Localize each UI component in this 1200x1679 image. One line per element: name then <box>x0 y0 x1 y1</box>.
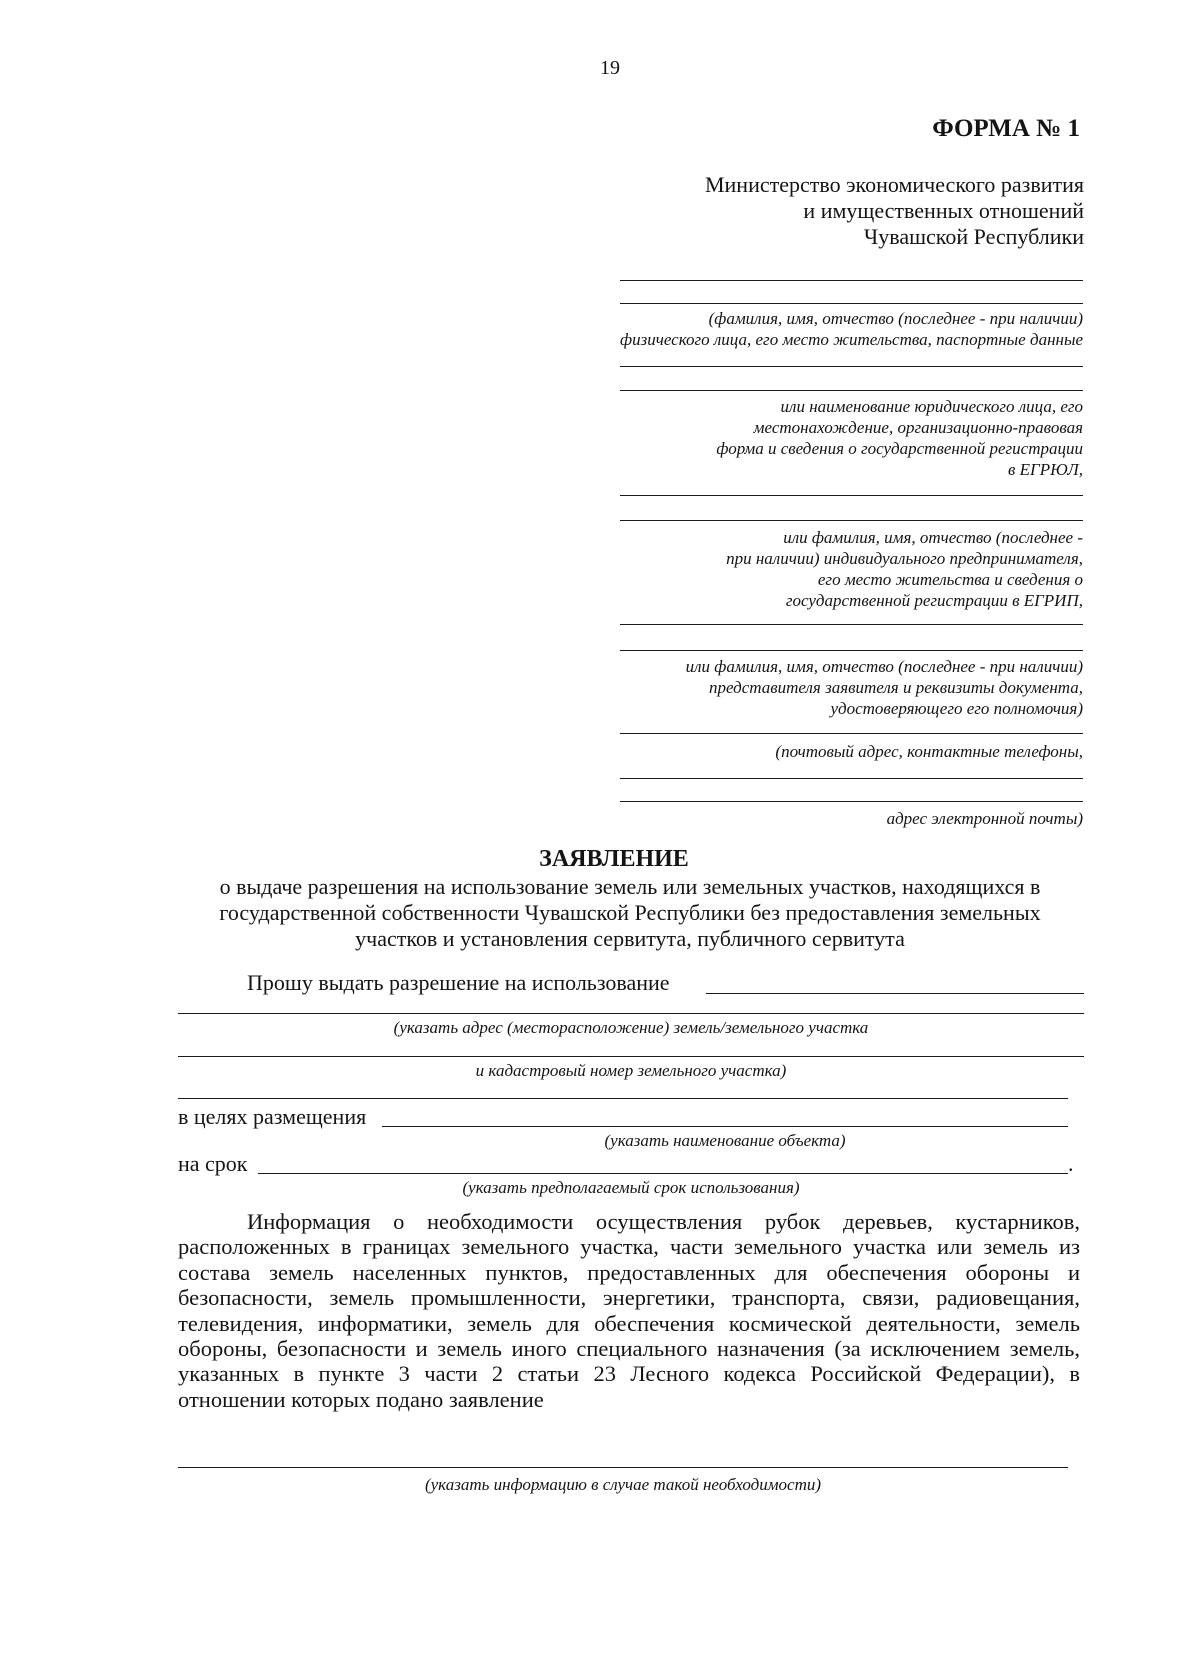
caption-line: физического лица, его место жительства, паспортные данные <box>620 330 1083 349</box>
fill-line[interactable] <box>178 1098 1068 1099</box>
caption-line: представителя заявителя и реквизиты документа, <box>708 678 1083 697</box>
term-caption: (указать предполагаемый срок использования) <box>462 1178 800 1197</box>
term-end-mark: . <box>1068 1151 1074 1176</box>
individual-caption <box>620 308 1083 350</box>
addressee-line: и имущественных отношений <box>803 198 1084 223</box>
fill-line[interactable] <box>620 733 1083 734</box>
purpose-field[interactable] <box>382 1126 1068 1127</box>
purpose-caption: (указать наименование объекта) <box>604 1131 846 1150</box>
addressee-block <box>705 172 1084 250</box>
caption-line: или наименование юридического лица, его <box>780 397 1083 416</box>
term-label: на срок <box>178 1151 248 1176</box>
fill-line[interactable] <box>620 520 1083 521</box>
fill-line[interactable] <box>620 624 1083 625</box>
fill-line[interactable] <box>620 366 1083 367</box>
info-field[interactable] <box>178 1467 1068 1468</box>
addressee-line: Чувашской Республики <box>863 224 1084 249</box>
caption-line: (фамилия, имя, отчество (последнее - при наличии) <box>708 309 1083 328</box>
cadastral-field[interactable] <box>178 1056 1084 1057</box>
addressee-line: Министерство экономического развития <box>704 172 1084 197</box>
caption-line: в ЕГРЮЛ, <box>1008 460 1083 479</box>
caption-line: государственной регистрации в ЕГРИП, <box>785 591 1083 610</box>
info-caption: (указать информацию в случае такой необходимости) <box>424 1475 822 1494</box>
fill-line[interactable] <box>620 280 1083 281</box>
fill-line[interactable] <box>620 303 1083 304</box>
email-caption: адрес электронной почты) <box>886 809 1083 828</box>
representative-caption <box>686 656 1083 719</box>
entrepreneur-caption <box>726 527 1083 611</box>
fill-line[interactable] <box>178 1013 1084 1014</box>
fill-line[interactable] <box>620 495 1083 496</box>
caption-line: или фамилия, имя, отчество (последнее - <box>783 528 1083 547</box>
fill-line[interactable] <box>620 801 1083 802</box>
form-label: ФОРМА № 1 <box>932 115 1080 142</box>
document-subtitle: о выдаче разрешения на использование земель или земельных участков, находящихся в государственной собственности Чувашской Республики без предоставления земельных участков и установления сервитута, публичного сервитута <box>219 874 1041 951</box>
caption-line: его место жительства и сведения о <box>817 570 1083 589</box>
document-title: ЗАЯВЛЕНИЕ <box>539 846 689 872</box>
legal-entity-caption <box>716 396 1083 480</box>
caption-line: местонахождение, организационно-правовая <box>753 418 1083 437</box>
term-field[interactable] <box>258 1173 1068 1174</box>
caption-line: форма и сведения о государственной регистрации <box>716 439 1083 458</box>
fill-line[interactable] <box>620 778 1083 779</box>
postal-caption: (почтовый адрес, контактные телефоны, <box>775 742 1083 761</box>
info-paragraph: Информация о необходимости осуществления рубок деревьев, кустарников, расположенных в границах земельного участка, части земельного участка или земель из состава земель населенных пунктов, предоставленных для обеспечения обороны и безопасности, земель промышленности, энергетики, транспорта, связи, радиовещания, телевидения, информатики, земель для обеспечения космической деятельности, земель обороны, безопасности и земель иного специального назначения (за исключением земель, указанных в пункте 3 части 2 статьи 23 Лесного кодекса Российской Федерации), в отношении которых подано заявление <box>178 1209 1080 1412</box>
caption-line: или фамилия, имя, отчество (последнее - при наличии) <box>685 657 1083 676</box>
address-caption: (указать адрес (месторасположение) земель/земельного участка <box>393 1018 869 1037</box>
fill-line[interactable] <box>620 650 1083 651</box>
caption-line: удостоверяющего его полномочия) <box>830 699 1083 718</box>
purpose-label: в целях размещения <box>178 1104 367 1129</box>
request-intro: Прошу выдать разрешение на использование <box>247 970 670 995</box>
page-number: 19 <box>600 57 620 79</box>
fill-line[interactable] <box>620 390 1083 391</box>
land-use-field[interactable] <box>706 993 1084 994</box>
cadastral-caption: и кадастровый номер земельного участка) <box>475 1061 787 1080</box>
caption-line: при наличии) индивидуального предпринимателя, <box>726 549 1083 568</box>
